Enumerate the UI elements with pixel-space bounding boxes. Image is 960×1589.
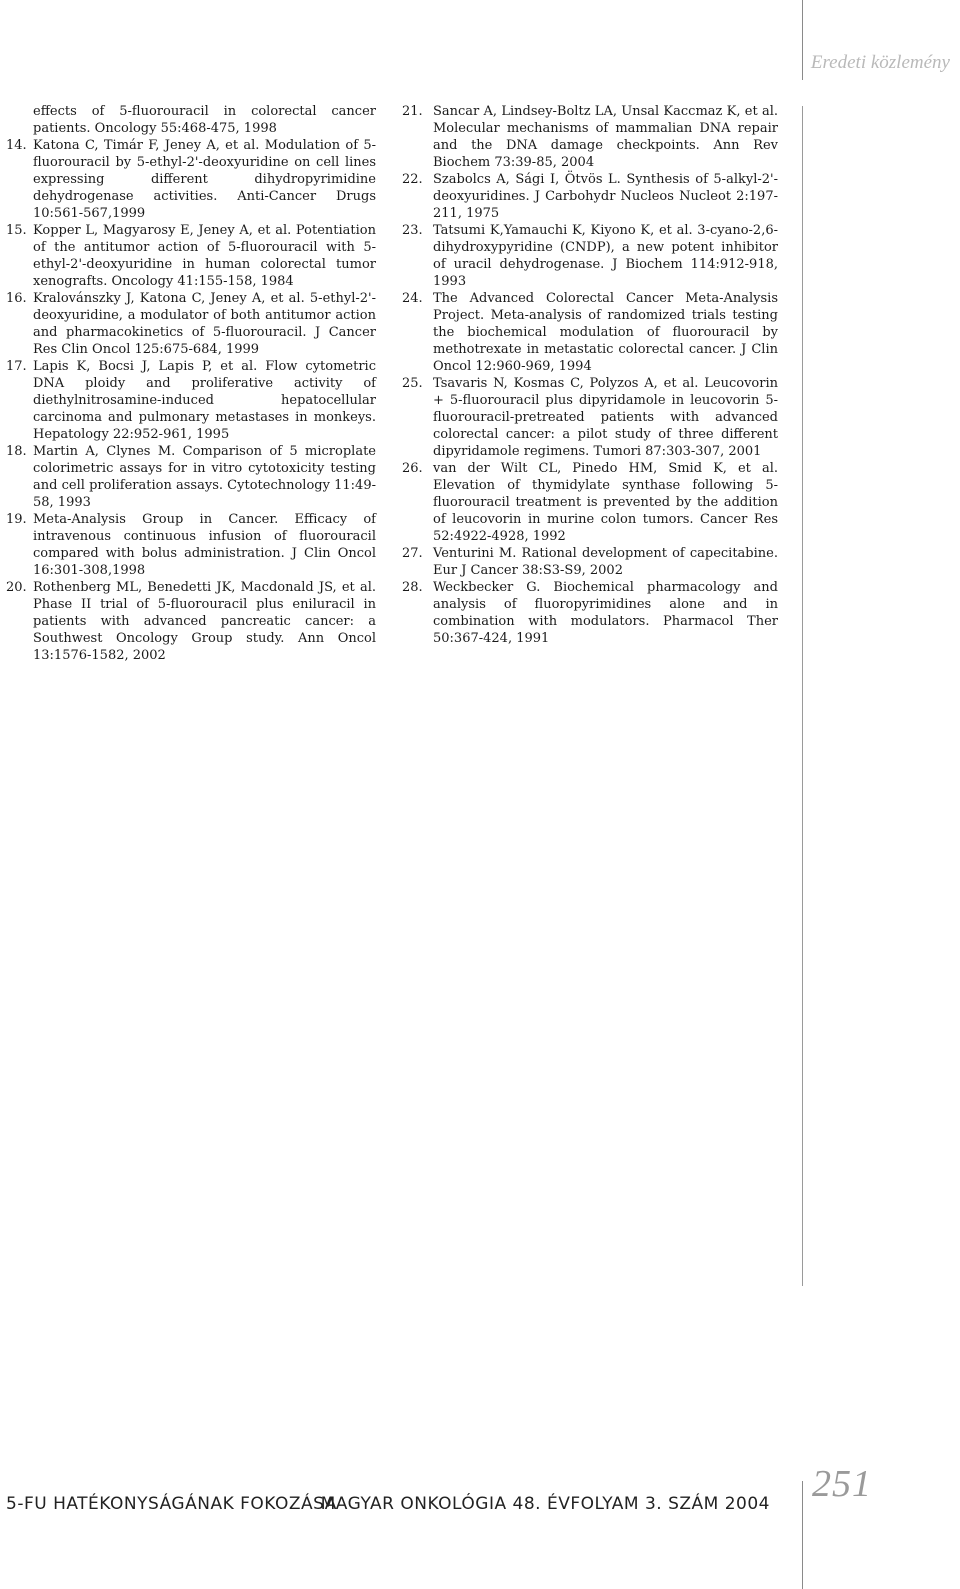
- reference-text: effects of 5-fluorouracil in colorectal cancer patients. Oncology 55:468-475, 1998: [33, 104, 376, 136]
- vertical-rule-bottom: [802, 1481, 803, 1589]
- reference-text: Tsavaris N, Kosmas C, Polyzos A, et al. Leucovorin + 5-fluorouracil plus dipyridamole in leucovorin 5-fluorouracil-pretreated patients with advanced colorectal cancer: a pilot study of three different dipyridamole regimens. Tumori 87:303-307, 2001: [433, 376, 778, 459]
- reference-item: [402, 171, 778, 222]
- reference-number: 23.: [402, 223, 423, 238]
- reference-item: [6, 358, 376, 443]
- reference-number: 15.: [6, 223, 27, 238]
- reference-text: Weckbecker G. Biochemical pharmacology and analysis of fluoropyrimidines alone and in combination with modulators. Pharmacol Ther 50:367-424, 1991: [433, 580, 778, 646]
- reference-number: 18.: [6, 444, 27, 459]
- reference-text: van der Wilt CL, Pinedo HM, Smid K, et al. Elevation of thymidylate synthase following 5-fluorouracil treatment is prevented by the addition of leucovorin in murine colon tumors. Cancer Res 52:4922-4928, 1992: [433, 461, 778, 544]
- reference-item: [402, 579, 778, 647]
- reference-number: 19.: [6, 512, 27, 527]
- running-title: 5-FU HATÉKONYSÁGÁNAK FOKOZÁSA: [6, 1494, 337, 1514]
- reference-text: Venturini M. Rational development of capecitabine. Eur J Cancer 38:S3-S9, 2002: [433, 546, 778, 578]
- reference-item: [6, 222, 376, 290]
- reference-number: 16.: [6, 291, 27, 306]
- reference-text: Martin A, Clynes M. Comparison of 5 microplate colorimetric assays for in vitro cytotoxicity testing and cell proliferation assays. Cytotechnology 11:49-58, 1993: [33, 444, 376, 510]
- reference-item: [6, 511, 376, 579]
- reference-text: Kralovánszky J, Katona C, Jeney A, et al. 5-ethyl-2'-deoxyuridine, a modulator of both antitumor action and pharmacokinetics of 5-fluorouracil. J Cancer Res Clin Oncol 125:675-684, 1999: [33, 291, 376, 357]
- reference-text: The Advanced Colorectal Cancer Meta-Analysis Project. Meta-analysis of randomized trials testing the biochemical modulation of fluorouracil by methotrexate in metastatic colorectal cancer. J Clin Oncol 12:960-969, 1994: [433, 291, 778, 374]
- reference-item: [402, 290, 778, 375]
- column-divider: [802, 106, 803, 1286]
- reference-item: [6, 579, 376, 664]
- journal-info: MAGYAR ONKOLÓGIA 48. ÉVFOLYAM 3. SZÁM 2004: [320, 1494, 770, 1514]
- vertical-rule-top: [802, 0, 803, 80]
- reference-text: Meta-Analysis Group in Cancer. Efficacy of intravenous continuous infusion of fluorouracil compared with bolus administration. J Clin Oncol 16:301-308,1998: [33, 512, 376, 578]
- reference-text: Sancar A, Lindsey-Boltz LA, Unsal Kaccmaz K, et al. Molecular mechanisms of mammalian DNA repair and the DNA damage checkpoints. Ann Rev Biochem 73:39-85, 2004: [433, 104, 778, 170]
- section-label: Eredeti közlemény: [810, 52, 950, 73]
- reference-number: 27.: [402, 546, 423, 561]
- reference-number: 28.: [402, 580, 423, 595]
- reference-item: [6, 137, 376, 222]
- page-number: 251: [812, 1463, 872, 1505]
- reference-number: 25.: [402, 376, 423, 391]
- reference-item: [402, 545, 778, 579]
- reference-text: Tatsumi K,Yamauchi K, Kiyono K, et al. 3-cyano-2,6-dihydroxypyridine (CNDP), a new potent inhibitor of uracil dehydrogenase. J Biochem 114:912-918, 1993: [433, 223, 778, 289]
- reference-item: [6, 103, 376, 137]
- reference-item: [402, 103, 778, 171]
- reference-number: 26.: [402, 461, 423, 476]
- references-right-column: [402, 103, 778, 647]
- reference-text: Lapis K, Bocsi J, Lapis P, et al. Flow cytometric DNA ploidy and proliferative activity of diethylnitrosamine-induced hepatocellular carcinoma and pulmonary metastases in monkeys. Hepatology 22:952-961, 1995: [33, 359, 376, 442]
- reference-item: [402, 222, 778, 290]
- reference-number: 24.: [402, 291, 423, 306]
- reference-item: [6, 290, 376, 358]
- reference-text: Katona C, Timár F, Jeney A, et al. Modulation of 5-fluorouracil by 5-ethyl-2'-deoxyuridine on cell lines expressing different dihydropyrimidine dehydrogenase activities. Anti-Cancer Drugs 10:561-567,1999: [33, 138, 376, 221]
- references-left-column: [6, 103, 376, 664]
- reference-item: [402, 375, 778, 460]
- reference-number: 17.: [6, 359, 27, 374]
- reference-text: Rothenberg ML, Benedetti JK, Macdonald JS, et al. Phase II trial of 5-fluorouracil plus eniluracil in patients with advanced pancreatic cancer: a Southwest Oncology Group study. Ann Oncol 13:1576-1582, 2002: [33, 580, 376, 663]
- reference-item: [6, 443, 376, 511]
- reference-item: [402, 460, 778, 545]
- reference-text: Szabolcs A, Sági I, Ötvös L. Synthesis of 5-alkyl-2'-deoxyuridines. J Carbohydr Nucleos Nucleot 2:197-211, 1975: [433, 172, 778, 221]
- reference-number: 14.: [6, 138, 27, 153]
- reference-number: 22.: [402, 172, 423, 187]
- reference-number: 20.: [6, 580, 27, 595]
- reference-text: Kopper L, Magyarosy E, Jeney A, et al. Potentiation of the antitumor action of 5-fluorouracil with 5-ethyl-2'-deoxyuridine in human colorectal tumor xenografts. Oncology 41:155-158, 1984: [33, 223, 376, 289]
- reference-number: 21.: [402, 104, 423, 119]
